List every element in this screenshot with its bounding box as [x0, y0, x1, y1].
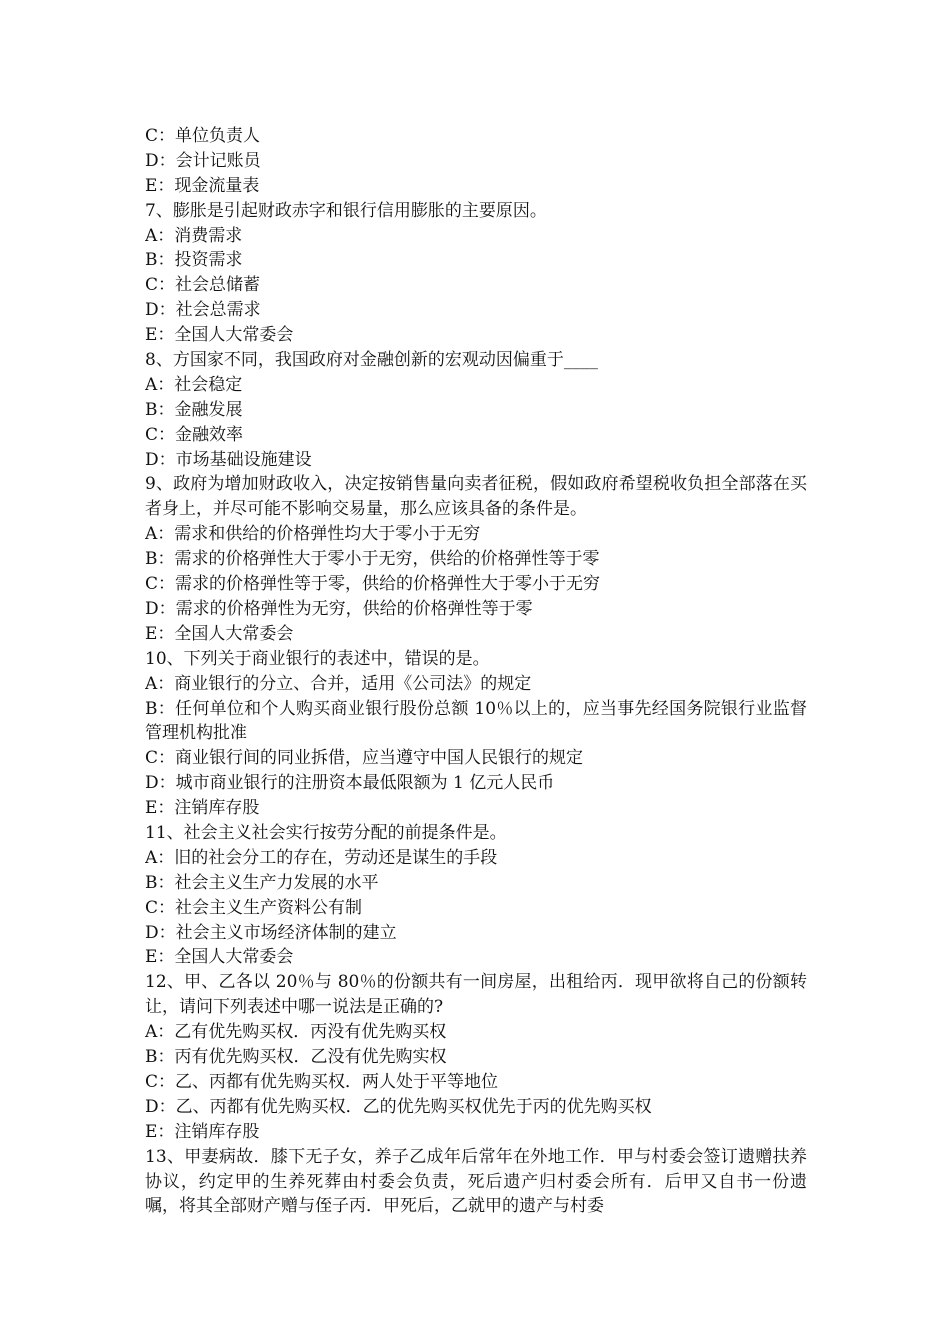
- question-8: 8、方国家不同，我国政府对金融创新的宏观动因偏重于____: [145, 350, 598, 371]
- question-12-option-e: E：注销库存股: [145, 1121, 260, 1142]
- question-7-option-a: A：消费需求: [145, 225, 243, 246]
- question-13: 13、甲妻病故．膝下无子女，养子乙成年后常年在外地工作．甲与村委会签订遗赠扶养协议，约定甲的生养死葬由村委会负责，死后遗产归村委会所有．后甲又自书一份遗嘱，将其全部财产赠与侄子丙．甲死后，乙就甲的遗产与村委: [145, 1146, 807, 1217]
- question-11-option-b: B：社会主义生产力发展的水平: [145, 872, 379, 893]
- question-11: 11、社会主义社会实行按劳分配的前提条件是。: [145, 823, 507, 843]
- question-8-option-d: D：市场基础设施建设: [145, 449, 312, 470]
- option-d: D：会计记账员: [145, 150, 261, 171]
- question-7-option-e: E：全国人大常委会: [145, 325, 294, 346]
- question-12-option-c: C：乙、丙都有优先购买权．两人处于平等地位: [145, 1071, 499, 1092]
- question-10-option-a: A：商业银行的分立、合并，适用《公司法》的规定: [145, 673, 532, 694]
- option-e: E：现金流量表: [145, 175, 260, 196]
- document-body: [145, 124, 807, 1219]
- question-12-option-a: A：乙有优先购买权．丙没有优先购买权: [145, 1022, 447, 1043]
- question-9-option-a: A：需求和供给的价格弹性均大于零小于无穷: [145, 524, 481, 545]
- question-10-option-c: C：商业银行间的同业拆借，应当遵守中国人民银行的规定: [145, 748, 584, 769]
- question-7-option-c: C：社会总储蓄: [145, 275, 261, 296]
- question-9-option-d: D：需求的价格弹性为无穷，供给的价格弹性等于零: [145, 598, 533, 619]
- question-9-option-b: B：需求的价格弹性大于零小于无穷，供给的价格弹性等于零: [145, 549, 600, 570]
- question-12: 12、甲、乙各以 20％与 80％的份额共有一间房屋，出租给丙．现甲欲将自己的份额转让，请问下列表述中哪一说法是正确的?: [145, 972, 807, 1018]
- question-7-option-d: D：社会总需求: [145, 300, 261, 321]
- question-9: 9、政府为增加财政收入，决定按销售量向卖者征税，假如政府希望税收负担全部落在买者身上，并尽可能不影响交易量，那么应该具备的条件是。: [145, 474, 807, 520]
- question-7: 7、膨胀是引起财政赤字和银行信用膨胀的主要原因。: [145, 200, 547, 221]
- question-11-option-e: E：全国人大常委会: [145, 947, 294, 968]
- question-9-option-e: E：全国人大常委会: [145, 623, 294, 644]
- question-7-option-b: B：投资需求: [145, 250, 243, 271]
- question-10-option-d: D：城市商业银行的注册资本最低限额为 1 亿元人民币: [145, 773, 555, 794]
- question-9-option-c: C：需求的价格弹性等于零，供给的价格弹性大于零小于无穷: [145, 574, 601, 595]
- question-8-option-b: B：金融发展: [145, 399, 243, 420]
- question-10: 10、下列关于商业银行的表述中，错误的是。: [145, 648, 490, 669]
- question-8-option-a: A：社会稳定: [145, 374, 243, 395]
- question-11-option-c: C：社会主义生产资料公有制: [145, 897, 363, 918]
- question-11-option-d: D：社会主义市场经济体制的建立: [145, 922, 397, 943]
- question-8-option-c: C：金融效率: [145, 424, 244, 445]
- question-11-option-a: A：旧的社会分工的存在，劳动还是谋生的手段: [145, 847, 498, 868]
- question-10-option-b: B：任何单位和个人购买商业银行股份总额 10％以上的，应当事先经国务院银行业监督管理机构批准: [145, 698, 807, 744]
- question-12-option-b: B：丙有优先购买权．乙没有优先购实权: [145, 1047, 447, 1068]
- question-12-option-d: D：乙、丙都有优先购买权．乙的优先购买权优先于丙的优先购买权: [145, 1096, 652, 1117]
- option-c: C：单位负责人: [145, 126, 261, 146]
- question-10-option-e: E：注销库存股: [145, 798, 260, 819]
